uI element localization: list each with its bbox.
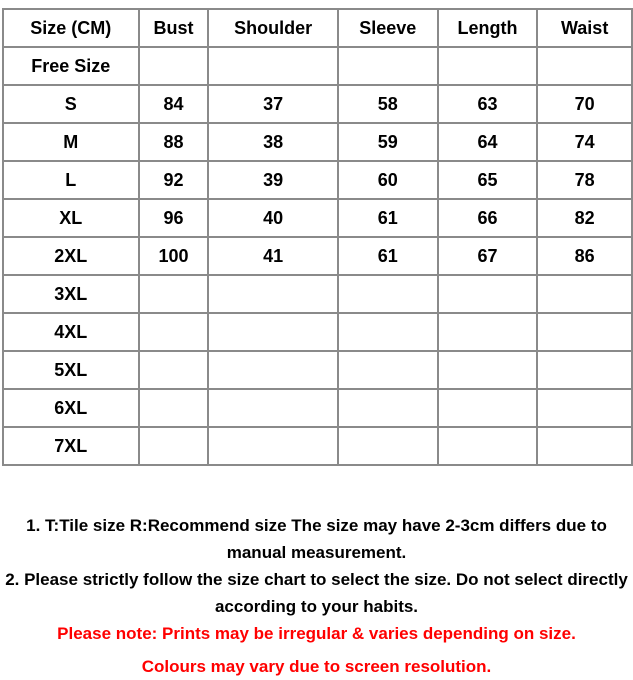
cell-waist: 86 [537,237,632,275]
cell-length [438,313,538,351]
cell-sleeve [338,427,438,465]
table-row [3,237,632,275]
cell-size: 4XL [3,313,139,351]
cell-length [438,47,538,85]
cell-length [438,389,538,427]
cell-length: 66 [438,199,538,237]
table-row [3,313,632,351]
cell-length [438,275,538,313]
cell-shoulder [208,351,338,389]
cell-sleeve [338,389,438,427]
cell-bust [139,313,209,351]
cell-length: 67 [438,237,538,275]
header-bust: Bust [139,9,209,47]
cell-waist: 82 [537,199,632,237]
cell-size: 6XL [3,389,139,427]
cell-bust: 100 [139,237,209,275]
cell-size: S [3,85,139,123]
cell-waist: 74 [537,123,632,161]
table-row [3,275,632,313]
cell-bust: 92 [139,161,209,199]
cell-bust [139,427,209,465]
cell-shoulder: 41 [208,237,338,275]
cell-waist [537,275,632,313]
size-chart-table [2,8,633,466]
cell-sleeve: 59 [338,123,438,161]
cell-waist [537,313,632,351]
cell-sleeve [338,275,438,313]
cell-size: 3XL [3,275,139,313]
table-header-row [3,9,632,47]
header-length: Length [438,9,538,47]
header-waist: Waist [537,9,632,47]
cell-bust [139,275,209,313]
cell-sleeve: 61 [338,237,438,275]
cell-waist [537,351,632,389]
cell-sleeve [338,47,438,85]
cell-size: M [3,123,139,161]
cell-shoulder: 37 [208,85,338,123]
cell-shoulder [208,275,338,313]
table-row [3,47,632,85]
cell-sleeve: 58 [338,85,438,123]
table-row [3,199,632,237]
note-measurement: 1. T:Tile size R:Recommend size The size may have 2-3cm differs due to manual measurement. [26,516,607,562]
cell-sleeve [338,351,438,389]
note-prints-warning: Please note: Prints may be irregular & varies depending on size. [57,624,576,643]
cell-shoulder [208,427,338,465]
cell-shoulder [208,389,338,427]
cell-sleeve [338,313,438,351]
cell-bust: 88 [139,123,209,161]
cell-bust [139,47,209,85]
cell-waist: 70 [537,85,632,123]
cell-size: Free Size [3,47,139,85]
cell-size: XL [3,199,139,237]
table-row [3,85,632,123]
cell-shoulder [208,313,338,351]
cell-size: 2XL [3,237,139,275]
table-row [3,351,632,389]
cell-length: 63 [438,85,538,123]
cell-waist [537,427,632,465]
cell-length: 64 [438,123,538,161]
cell-length: 65 [438,161,538,199]
table-row [3,427,632,465]
cell-shoulder: 38 [208,123,338,161]
cell-shoulder [208,47,338,85]
cell-waist [537,47,632,85]
cell-waist [537,389,632,427]
cell-shoulder: 40 [208,199,338,237]
table-row [3,389,632,427]
cell-size: 5XL [3,351,139,389]
header-shoulder: Shoulder [208,9,338,47]
cell-size: 7XL [3,427,139,465]
table-row [3,161,632,199]
cell-bust: 84 [139,85,209,123]
note-follow-chart: 2. Please strictly follow the size chart to select the size. Do not select directly according to your habits. [5,570,628,616]
header-size: Size (CM) [3,9,139,47]
cell-sleeve: 61 [338,199,438,237]
size-chart-body [3,9,632,465]
cell-bust [139,389,209,427]
cell-waist: 78 [537,161,632,199]
cell-bust [139,351,209,389]
note-colours-warning: Colours may vary due to screen resolution. [141,657,492,676]
table-row [3,123,632,161]
cell-size: L [3,161,139,199]
cell-shoulder: 39 [208,161,338,199]
size-notes [0,512,633,680]
cell-sleeve: 60 [338,161,438,199]
header-sleeve: Sleeve [338,9,438,47]
cell-length [438,351,538,389]
cell-length [438,427,538,465]
cell-bust: 96 [139,199,209,237]
